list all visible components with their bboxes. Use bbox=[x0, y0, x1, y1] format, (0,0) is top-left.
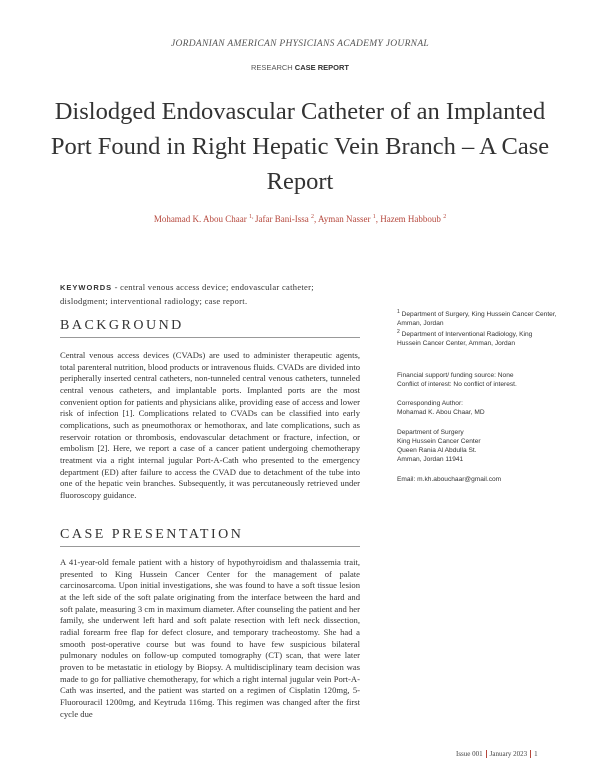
article-title: Dislodged Endovascular Catheter of an Implanted Port Found in Right Hepatic Vein Branch – A Case Report bbox=[50, 98, 550, 195]
issue-number: Issue 001 bbox=[456, 750, 483, 758]
author-affiliation: 2 bbox=[443, 214, 447, 220]
funding-note: Financial support/ funding source: None bbox=[397, 372, 514, 379]
corresponding-name: Mohamad K. Abou Chaar, MD bbox=[397, 409, 485, 416]
page-number: 1 bbox=[534, 750, 538, 758]
affiliation-text: Department of Surgery, King Hussein Cancer Center, Amman, Jordan bbox=[397, 311, 557, 328]
author-affiliation: 2 bbox=[311, 214, 315, 220]
case-presentation-text: A 41-year-old female patient with a history of hypothyroidism and thalassemia trait, presented to King Hussein Cancer Center for the management of palate carcinosarcoma. Upon initial investigations, she was found to have a soft tissue lesion at the left side of the soft palate originating from the interface between the hard and soft palate, measuring 3 cm in maximum diameter. After counseling the patient and her family, she underwent left hard and soft palate resection with left neck dissection, radial forearm free flap for defect closure, and temporary tracheostomy. She had a smooth post-operative course but was found to have few suspicious bilateral pulmonary nodules on follow-up computed tomography (CT) scan, that were later proven to be metastatic in etiology by Biopsy. A multidisciplinary team decision was made to go for palliative chemotherapy, for which a right internal jugular vein Port-A-Cath was inserted, and the patient was started on a regimen of Cisplatin 120mg, 5-Fluorouracil 1200mg, and Keytruda 116mg. This regimen was changed after the first cycle due bbox=[60, 557, 360, 719]
issue-date: January 2023 bbox=[489, 750, 528, 758]
affiliation-1 bbox=[397, 308, 557, 329]
footer-separator bbox=[530, 750, 531, 758]
keywords-text: - central venous access device; endovascular catheter; dislodgment; interventional radiology; case report. bbox=[60, 282, 314, 306]
author-name: , Ayman Nasser bbox=[314, 214, 371, 224]
author-name: Jafar Bani-Issa bbox=[255, 214, 309, 224]
article-type-label bbox=[0, 63, 600, 72]
author-name: , Hazem Habboub bbox=[375, 214, 441, 224]
keywords bbox=[60, 281, 360, 307]
case-presentation-divider bbox=[60, 546, 360, 547]
journal-name: JORDANIAN AMERICAN PHYSICIANS ACADEMY JOURNAL bbox=[170, 39, 430, 49]
author-affiliation: 1 bbox=[372, 214, 376, 220]
author-list bbox=[0, 214, 600, 224]
conflict-note: Conflict of interest: No conflict of interest. bbox=[397, 381, 517, 388]
section-prefix: RESEARCH bbox=[251, 63, 293, 72]
page-footer bbox=[456, 750, 538, 758]
affiliation-number: 2 bbox=[397, 329, 400, 335]
section-type: CASE REPORT bbox=[294, 63, 349, 72]
affiliation-number: 1 bbox=[397, 309, 400, 315]
keywords-label: KEYWORDS bbox=[60, 283, 113, 292]
address-line: Department of Surgery bbox=[397, 429, 464, 436]
author-affiliation: 1, bbox=[249, 214, 256, 220]
case-presentation-heading: CASE PRESENTATION bbox=[60, 527, 244, 542]
background-heading: BACKGROUND bbox=[60, 318, 184, 333]
affiliation-2 bbox=[397, 328, 557, 349]
address-line: Queen Rania Al Abdulla St. bbox=[397, 447, 477, 454]
author-name: Mohamad K. Abou Chaar bbox=[153, 214, 247, 224]
corresponding-label: Corresponding Author: bbox=[397, 400, 463, 407]
footer-separator bbox=[486, 750, 487, 758]
background-text: Central venous access devices (CVADs) are used to administer therapeutic agents, total parenteral nutrition, blood products or intravenous fluids. CVADs are divided into peripherally inserted central catheters, non-tunneled central venous catheters, tunneled central venous catheters, and implantable ports. Implanted ports are the most convenient option for patients and physicians alike, providing ease of access and lower risk of infection [1]. Complications related to CVADs can be classified into early complications, such as pneumothorax or hemothorax, and late complications, such as reservoir rotation or thrombosis, endovascular detachment or fracture, infection, or embolism [2]. Here, we report a case of a cancer patient undergoing chemotherapy treatment via a right internal jugular Port-A-Cath who presented to the emergency department (ED) after failure to access the CVAD due to detachment of the tube into one of the hepatic vein branches. Subsequently, it was percutaneously retrieved under fluoroscopy guidance. bbox=[60, 350, 360, 500]
address-line: King Hussein Cancer Center bbox=[397, 438, 481, 445]
corresponding-email: Email: m.kh.abouchaar@gmail.com bbox=[397, 476, 502, 483]
address-line: Amman, Jordan 11941 bbox=[397, 456, 464, 463]
affiliation-text: Department of Interventional Radiology, King Hussein Cancer Center, Amman, Jordan bbox=[397, 331, 533, 348]
background-divider bbox=[60, 337, 360, 338]
